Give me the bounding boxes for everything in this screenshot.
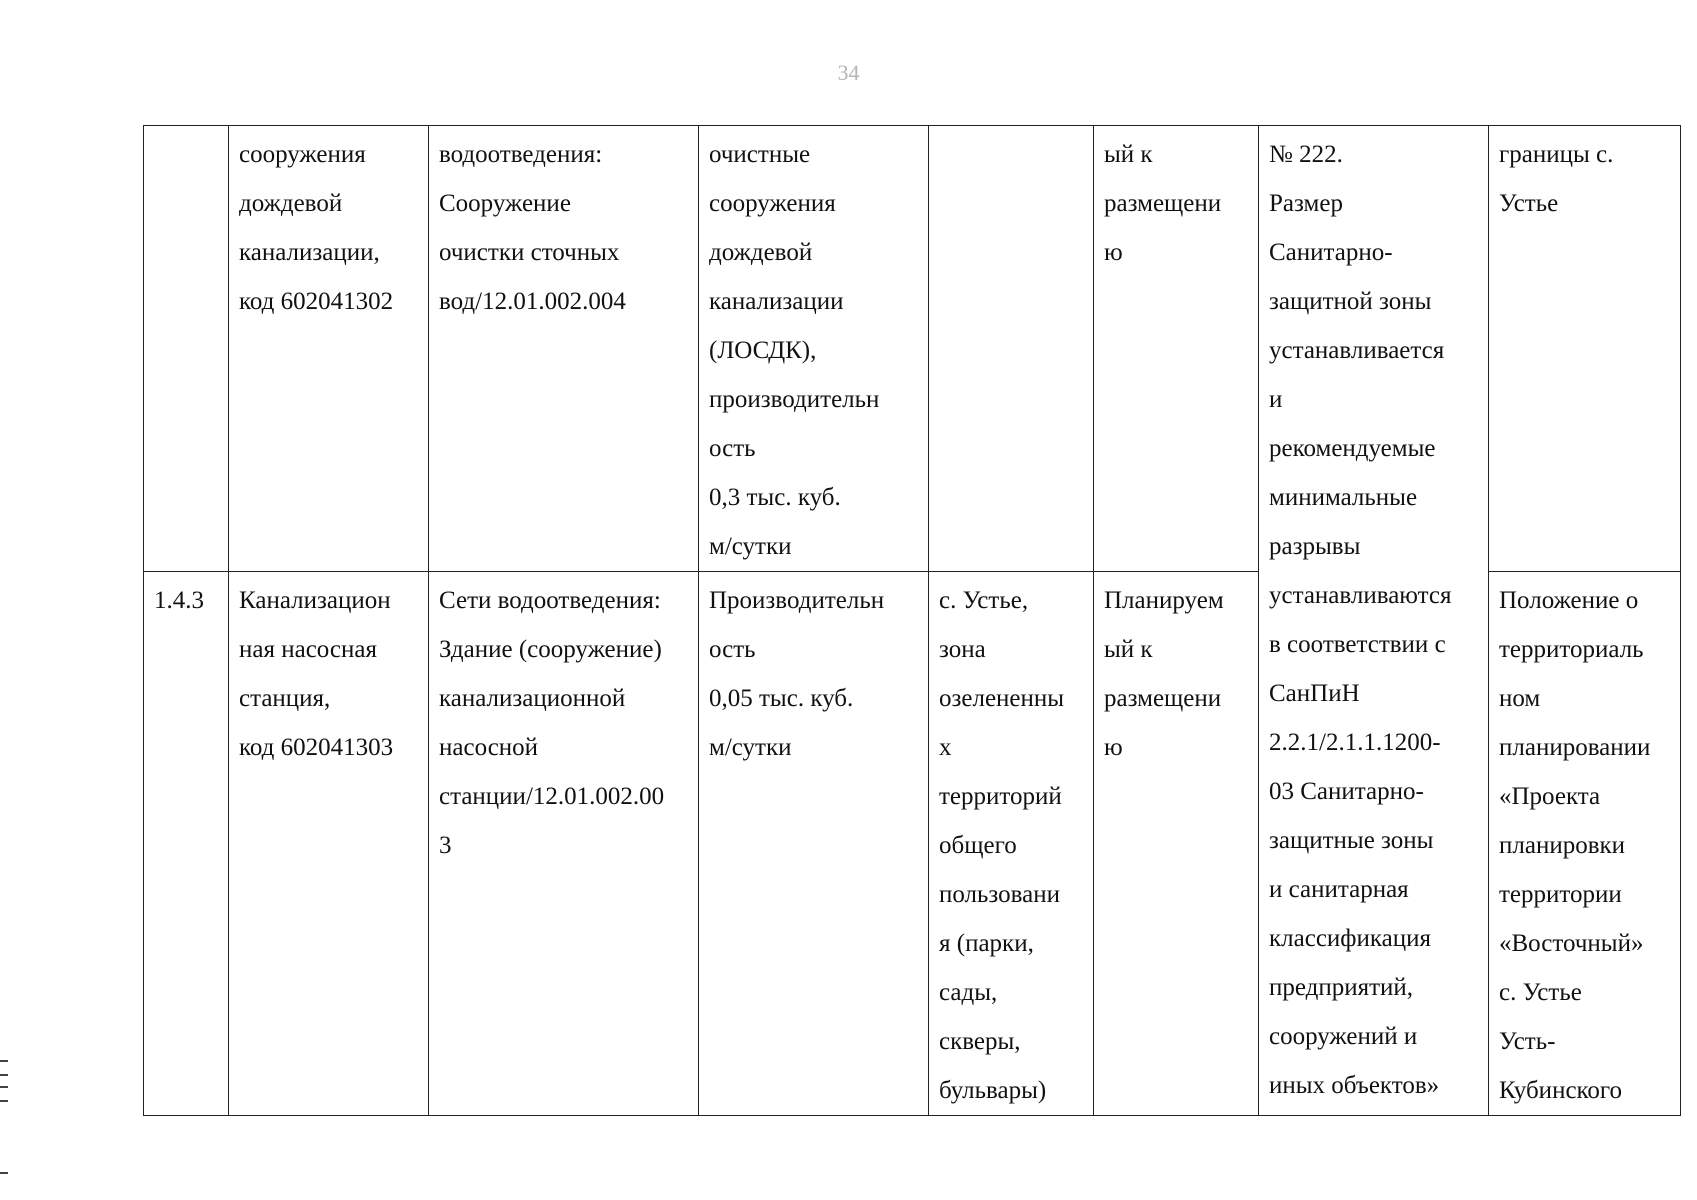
cell-boundaries	[1489, 572, 1681, 1116]
cell-text-line: территориаль	[1499, 636, 1644, 663]
cell-text-line: сооружения	[709, 190, 836, 217]
cell-text-line: границы с.	[1499, 141, 1614, 168]
cell-text-line: СанПиН	[1269, 680, 1360, 707]
cell-text-line: минимальные	[1269, 484, 1418, 511]
page-number: 34	[837, 60, 860, 85]
cell-text-line: ю	[1104, 239, 1123, 266]
cell-text-line: 1.4.3	[154, 587, 204, 614]
cell-text-line: скверы,	[939, 1028, 1021, 1055]
cell-text-line: устанавливаются	[1269, 582, 1452, 609]
cell-text-line: планировании	[1499, 734, 1651, 761]
cell-text-line: м/сутки	[709, 533, 792, 560]
infrastructure-table	[143, 125, 1681, 1116]
cell-text-line: Сооружение	[439, 190, 571, 217]
cell-location	[929, 572, 1094, 1116]
cell-text-line: защитной зоны	[1269, 288, 1432, 315]
cell-text-line: водоотведения:	[439, 141, 603, 168]
cell-text-line: (ЛОСДК),	[709, 337, 817, 364]
cell-text-line: Устье	[1499, 190, 1559, 217]
cell-text-line: Санитарно-	[1269, 239, 1393, 266]
cell-text-line: и	[1269, 386, 1283, 413]
cell-text-line: Усть-	[1499, 1028, 1556, 1055]
cell-text-line: ость	[709, 435, 756, 462]
cell-text-line: очистные	[709, 141, 811, 168]
cell-characteristics	[699, 572, 929, 1116]
cell-text-line: общего	[939, 832, 1017, 859]
cell-text-line: 0,05 тыс. куб.	[709, 685, 854, 712]
cell-text-line: канализации	[709, 288, 844, 315]
cell-text-line: и санитарная	[1269, 876, 1409, 903]
cell-text-line: классификация	[1269, 925, 1431, 952]
cell-object-name	[229, 572, 429, 1116]
cell-object-type	[429, 572, 699, 1116]
cell-text-line: код 602041303	[239, 734, 394, 761]
cell-text-line: Канализацион	[239, 587, 391, 614]
cell-text-line: зона	[939, 636, 986, 663]
cell-number	[144, 572, 229, 1116]
cell-text-line: пользовани	[939, 881, 1060, 908]
cell-text-line: № 222.	[1269, 141, 1343, 168]
cell-text-line: Размер	[1269, 190, 1343, 217]
cell-text-line: производительн	[709, 386, 880, 413]
cell-characteristics	[699, 126, 929, 572]
cell-text-line: Положение о	[1499, 587, 1639, 614]
cell-sanitary-zone-note	[1259, 126, 1489, 1116]
cell-text-line: размещени	[1104, 685, 1222, 712]
cell-text-line: дождевой	[239, 190, 343, 217]
cell-location	[929, 126, 1094, 572]
cell-text-line: сады,	[939, 979, 998, 1006]
cell-text-line: насосной	[439, 734, 539, 761]
cell-text-line: рекомендуемые	[1269, 435, 1436, 462]
cell-text-line: Сети водоотведения:	[439, 587, 661, 614]
cell-text-line: станция,	[239, 685, 331, 712]
cell-boundaries	[1489, 126, 1681, 572]
margin-corner-mark	[0, 1172, 8, 1174]
cell-status	[1094, 126, 1259, 572]
cell-text-line: м/сутки	[709, 734, 792, 761]
cell-text-line: ном	[1499, 685, 1541, 712]
cell-number	[144, 126, 229, 572]
cell-text-line: 03 Санитарно-	[1269, 778, 1424, 805]
cell-object-type	[429, 126, 699, 572]
cell-text-line: территорий	[939, 783, 1062, 810]
cell-text-line: ый к	[1104, 141, 1153, 168]
cell-text-line: вод/12.01.002.004	[439, 288, 626, 315]
cell-text-line: ю	[1104, 734, 1123, 761]
cell-text-line: «Восточный»	[1499, 930, 1644, 957]
cell-text-line: сооружения	[239, 141, 366, 168]
cell-text-line: планировки	[1499, 832, 1626, 859]
cell-text-line: озелененны	[939, 685, 1065, 712]
cell-text-line: ная насосная	[239, 636, 377, 663]
cell-text-line: в соответствии с	[1269, 631, 1446, 658]
cell-text-line: 2.2.1/2.1.1.1200-	[1269, 729, 1441, 756]
cell-text-line: с. Устье	[1499, 979, 1582, 1006]
cell-text-line: защитные зоны	[1269, 827, 1434, 854]
cell-text-line: дождевой	[709, 239, 813, 266]
cell-text-line: ый к	[1104, 636, 1153, 663]
cell-text-line: предприятий,	[1269, 974, 1414, 1001]
cell-text-line: код 602041302	[239, 288, 394, 315]
cell-text-line: территории	[1499, 881, 1622, 908]
cell-text-line: «Проекта	[1499, 783, 1601, 810]
cell-text-line: разрывы	[1269, 533, 1361, 560]
cell-text-line: сооружений и	[1269, 1023, 1418, 1050]
cell-text-line: ость	[709, 636, 756, 663]
cell-text-line: х	[939, 734, 952, 761]
cell-text-line: Кубинского	[1499, 1077, 1623, 1104]
cell-object-name	[229, 126, 429, 572]
margin-binding-mark	[0, 1060, 8, 1102]
table-row	[144, 126, 1681, 572]
cell-text-line: Здание (сооружение)	[439, 636, 662, 663]
cell-text-line: устанавливается	[1269, 337, 1445, 364]
cell-text-line: канализационной	[439, 685, 626, 712]
cell-text-line: с. Устье,	[939, 587, 1029, 614]
cell-text-line: Планируем	[1104, 587, 1224, 614]
cell-text-line: очистки сточных	[439, 239, 620, 266]
cell-text-line: канализации,	[239, 239, 380, 266]
cell-status	[1094, 572, 1259, 1116]
cell-text-line: 3	[439, 832, 452, 859]
cell-text-line: 0,3 тыс. куб.	[709, 484, 841, 511]
cell-text-line: станции/12.01.002.00	[439, 783, 665, 810]
cell-text-line: Производительн	[709, 587, 885, 614]
cell-text-line: иных объектов»	[1269, 1072, 1440, 1099]
cell-text-line: размещени	[1104, 190, 1222, 217]
cell-text-line: бульвары)	[939, 1077, 1047, 1104]
cell-text-line: я (парки,	[939, 930, 1034, 957]
